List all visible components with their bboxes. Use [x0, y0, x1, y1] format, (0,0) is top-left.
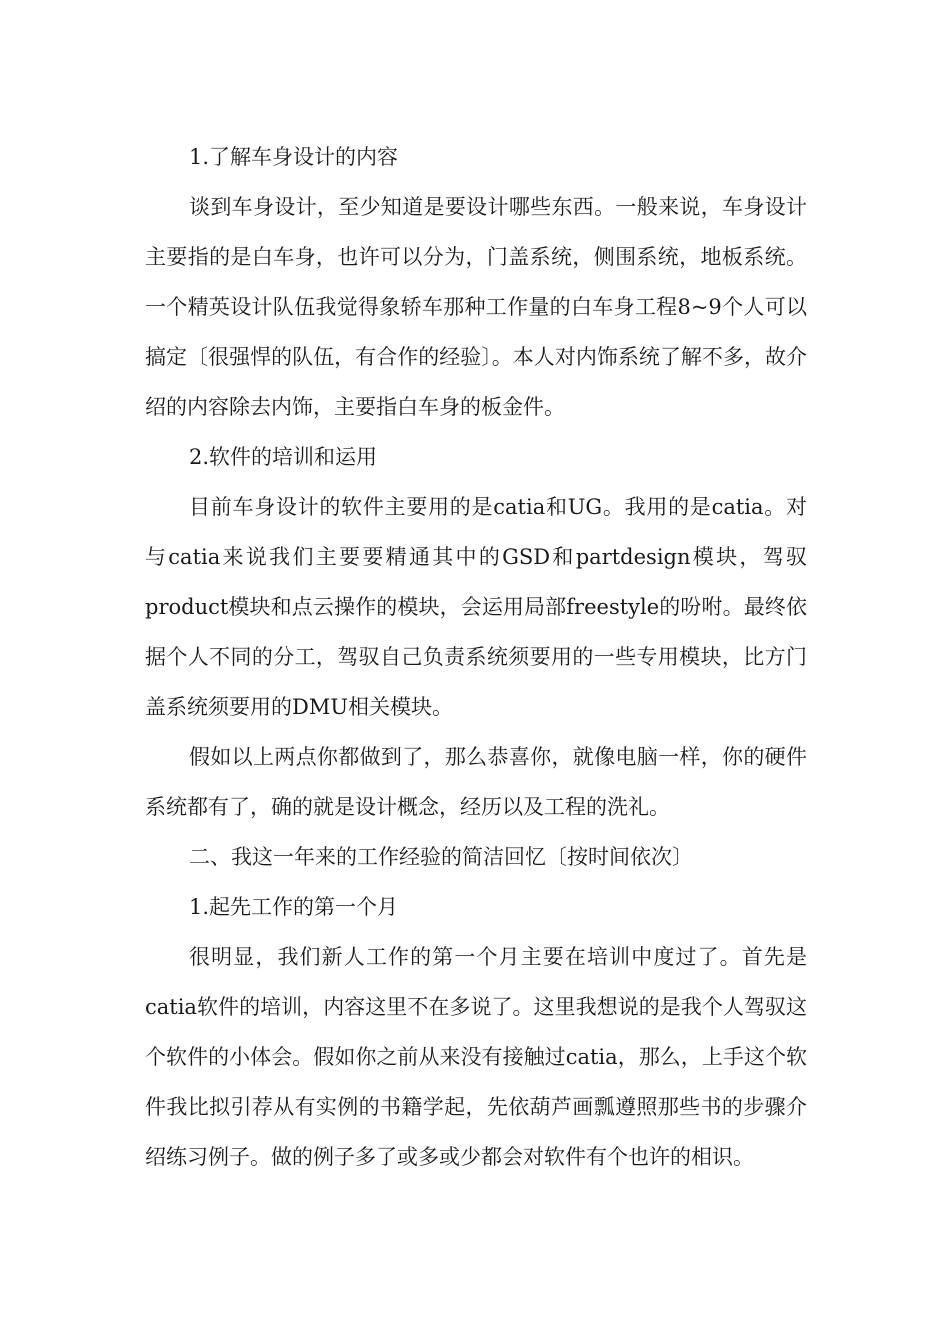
section-heading: 二、我这一年来的工作经验的简洁回忆〔按时间依次〕 [189, 845, 693, 869]
document-body [145, 132, 807, 1182]
body-paragraph: 很明显，我们新人工作的第一个月主要在培训中度过了。首先是catia软件的培训，内容这里不在多说了。这里我想说的是我个人驾驭这个软件的小体会。假如你之前从来没有接触过catia，那么，上手这个软件我比拟引荐从有实例的书籍学起，先依葫芦画瓢遵照那些书的步骤介绍练习例子。做的例子多了或多或少都会对软件有个也许的相识。 [145, 945, 807, 1169]
body-paragraph: 谈到车身设计，至少知道是要设计哪些东西。一般来说，车身设计主要指的是白车身，也许可以分为，门盖系统，侧围系统，地板系统。一个精英设计队伍我觉得象轿车那种工作量的白车身工程8~9个人可以搞定〔很强悍的队伍，有合作的经验〕。本人对内饰系统了解不多，故介绍的内容除去内饰，主要指白车身的板金件。 [145, 195, 807, 419]
body-paragraph: 目前车身设计的软件主要用的是catia和UG。我用的是catia。对与catia来说我们主要要精通其中的GSD和partdesign模块，驾驭product模块和点云操作的模块，会运用局部freestyle的吩咐。最终依据个人不同的分工，驾驭自己负责系统须要用的一些专用模块，比方门盖系统须要用的DMU相关模块。 [145, 495, 807, 719]
section-heading: 1.起先工作的第一个月 [189, 895, 399, 919]
body-paragraph: 假如以上两点你都做到了，那么恭喜你，就像电脑一样，你的硬件系统都有了，确的就是设计概念，经历以及工程的洗礼。 [145, 745, 807, 819]
section-heading: 1.了解车身设计的内容 [189, 145, 399, 169]
section-heading: 2.软件的培训和运用 [189, 445, 378, 469]
